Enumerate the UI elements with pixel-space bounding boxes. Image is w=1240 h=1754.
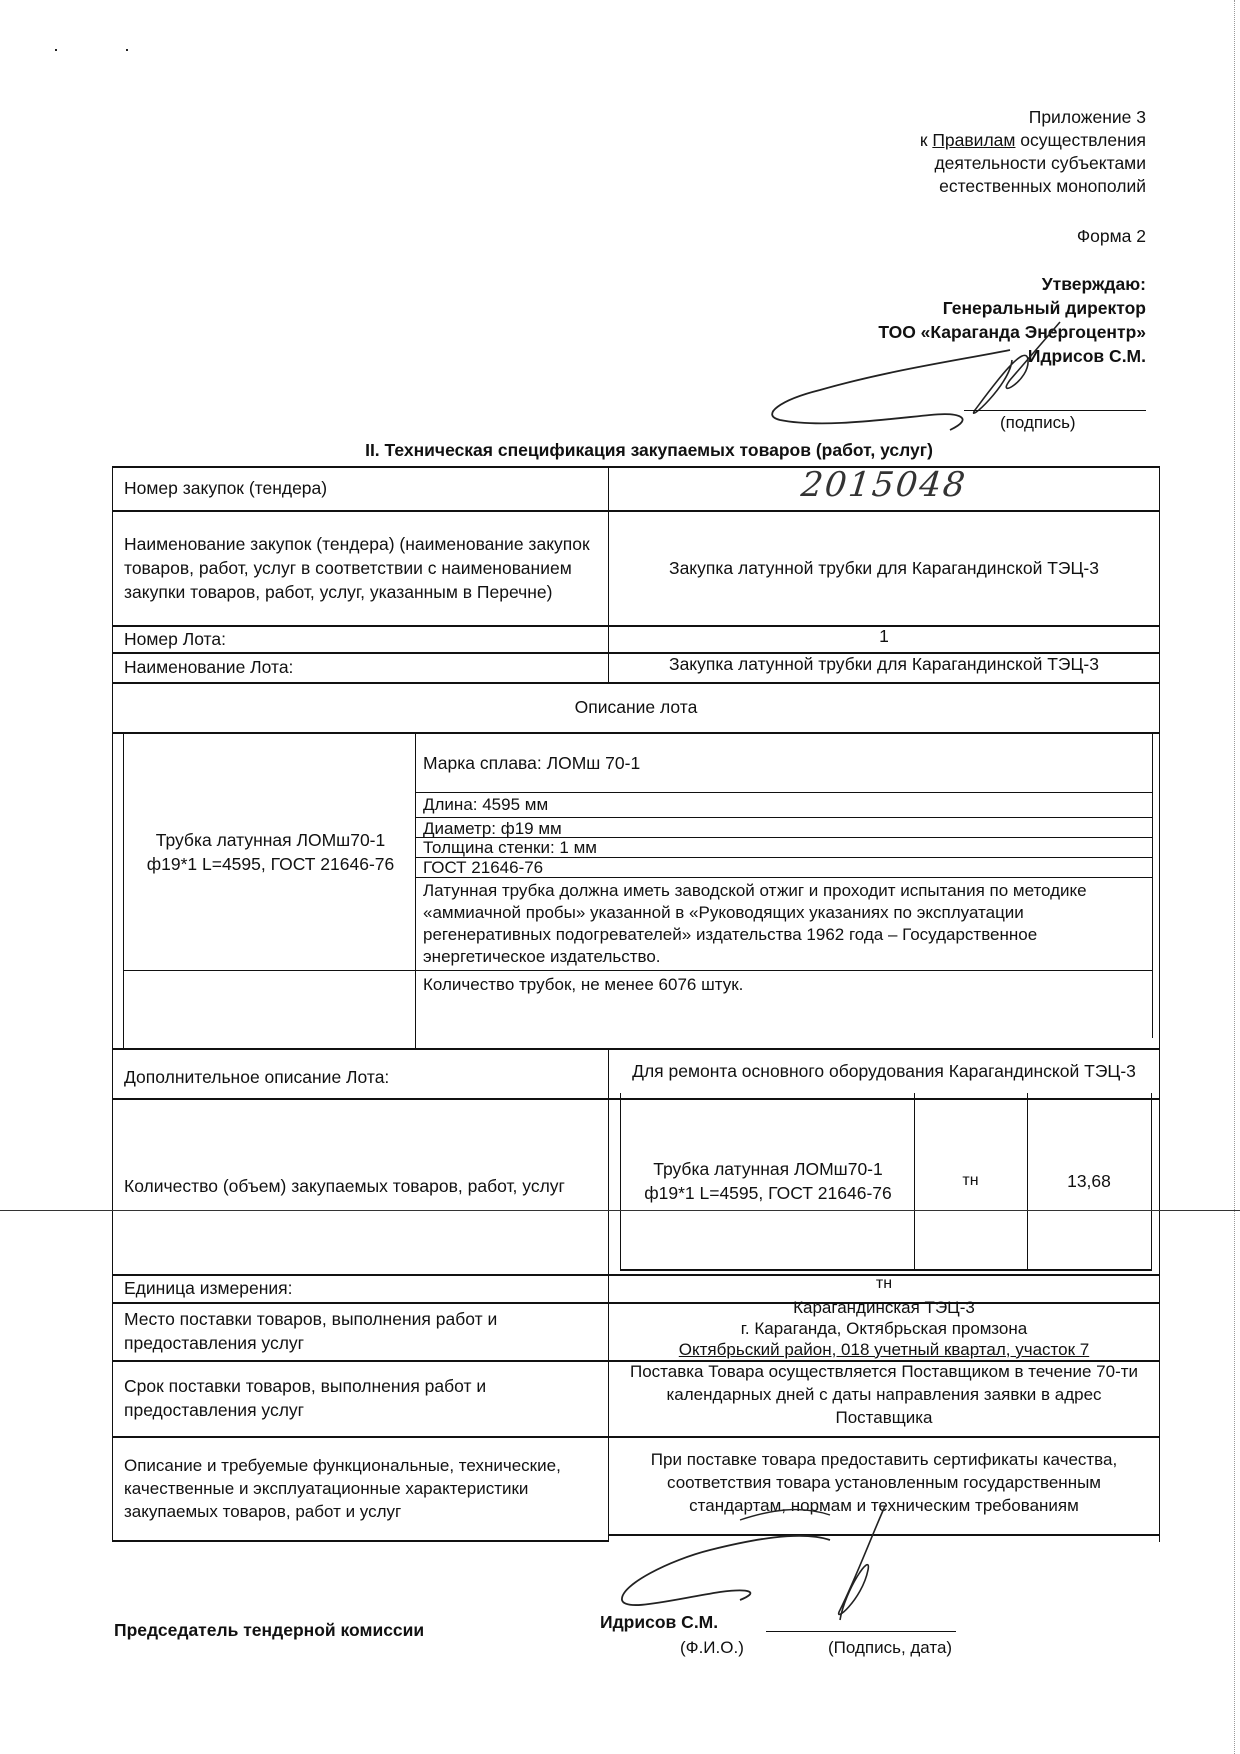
appendix-rules-line: к Правилам осуществления <box>919 130 1146 150</box>
appendix-header <box>920 106 1146 198</box>
footer-signature-line <box>766 1631 956 1632</box>
unit-value: тн <box>875 1275 893 1292</box>
scan-speck <box>55 49 57 51</box>
subtable-border <box>1152 734 1153 1038</box>
spec-tube-count: Количество трубок, не менее 6076 штук. <box>423 975 744 994</box>
quantity-item: Трубка латунная ЛОМш70-1 ф19*1 L=4595, ГОСТ 21646-76 <box>644 1159 892 1203</box>
appendix-number: Приложение 3 <box>1028 107 1146 127</box>
tender-number-value: 2015048 <box>799 465 969 505</box>
lot-number-label: Номер Лота: <box>124 628 226 649</box>
tender-name-value: Закупка латунной трубки для Карагандинской ТЭЦ-3 <box>669 557 1099 578</box>
delivery-place-line: Октябрьский район, 018 учетный квартал, участок 7 <box>678 1339 1090 1359</box>
signature-caption: (подпись) <box>1000 413 1076 432</box>
commission-chair-role: Председатель тендерной комиссии <box>114 1620 425 1640</box>
signature-line <box>964 410 1146 411</box>
delivery-place-value <box>608 1296 1160 1360</box>
fio-caption: (Ф.И.О.) <box>680 1638 744 1657</box>
scan-speck <box>126 49 128 51</box>
additional-value: Для ремонта основного оборудования Карагандинской ТЭЦ-3 <box>632 1061 1136 1081</box>
delivery-term-label: Срок поставки товаров, выполнения работ и предоставления услуг <box>124 1376 487 1420</box>
approver-position: Генеральный директор <box>942 298 1146 318</box>
unit-label: Единица измерения: <box>124 1278 293 1298</box>
scan-artifact-line <box>0 1210 1240 1211</box>
lot-name-label: Наименование Лота: <box>124 657 294 677</box>
delivery-term-value: Поставка Товара осуществляется Поставщиком в течение 70-ти календарных дней с даты направления заявки в адрес Поставщика <box>629 1361 1139 1427</box>
lot-description-header: Описание лота <box>574 697 698 717</box>
specification-table <box>112 466 1160 1542</box>
delivery-place-line: г. Караганда, Октябрьская промзона <box>740 1318 1028 1338</box>
delivery-place-line: Карагандинская ТЭЦ-3 <box>793 1297 975 1317</box>
commission-chair-name: Идрисов С.М. <box>600 1612 719 1632</box>
spec-annealing: Латунная трубка должна иметь заводской отжиг и проходит испытания по методике «аммиачной пробы» указанной в «Руководящих указаниях по эксплуатации регенеративных подогревателей» издательства 1962 года – Государственное энергетическое издательство. <box>423 880 1087 966</box>
approver-name: Идрисов С.М. <box>1027 346 1146 366</box>
table-border <box>112 1540 608 1542</box>
subtable-border <box>123 734 124 1048</box>
footer-signature-caption: (Подпись, дата) <box>828 1638 953 1657</box>
product-name: Трубка латунная ЛОМш70-1 ф19*1 L=4595, ГОСТ 21646-76 <box>146 830 395 874</box>
delivery-place-label: Место поставки товаров, выполнения работ и предоставления услуг <box>124 1309 498 1353</box>
tender-name-label: Наименование закупок (тендера) (наименование закупок товаров, работ, услуг в соответствии с наименованием закупки товаров, работ, услуг, указанным в Перечне) <box>124 533 590 602</box>
subtable-border <box>620 1093 621 1269</box>
lot-name-value: Закупка латунной трубки для Карагандинской ТЭЦ-3 <box>669 654 1099 674</box>
spec-wall-thickness: Толщина стенки: 1 мм <box>423 838 597 857</box>
approve-label: Утверждаю: <box>1041 274 1146 294</box>
quantity-value: 13,68 <box>1067 1171 1111 1191</box>
form-number: Форма 2 <box>1076 226 1146 246</box>
section-title: II. Техническая спецификация закупаемых товаров (работ, услуг) <box>365 440 933 460</box>
requirements-label: Описание и требуемые функциональные, технические, качественные и эксплуатационные характеристики закупаемых товаров, работ и услуг <box>124 1455 561 1521</box>
spec-gost: ГОСТ 21646-76 <box>423 858 544 877</box>
tender-number-label: Номер закупок (тендера) <box>124 478 328 498</box>
spec-diameter: Диаметр: ф19 мм <box>423 819 562 838</box>
page-edge <box>1234 0 1237 1754</box>
additional-label: Дополнительное описание Лота: <box>124 1067 390 1087</box>
subtable-border <box>1151 1093 1152 1269</box>
spec-alloy: Марка сплава: ЛОМш 70-1 <box>423 753 641 773</box>
quantity-unit: тн <box>962 1172 979 1189</box>
approver-company: ТОО «Караганда Энергоцентр» <box>878 322 1146 342</box>
requirements-value: При поставке товара предоставить сертификаты качества, соответствия товара установленным государственным стандартам, нормам и техническим требованиям <box>650 1449 1118 1515</box>
quantity-label: Количество (объем) закупаемых товаров, работ, услуг <box>124 1176 565 1196</box>
appendix-line-4: естественных монополий <box>939 176 1146 196</box>
appendix-line-3: деятельности субъектами <box>934 153 1146 173</box>
rules-link[interactable]: Правилам <box>932 130 1016 150</box>
lot-number-value: 1 <box>879 625 889 646</box>
spec-length: Длина: 4595 мм <box>423 794 549 814</box>
